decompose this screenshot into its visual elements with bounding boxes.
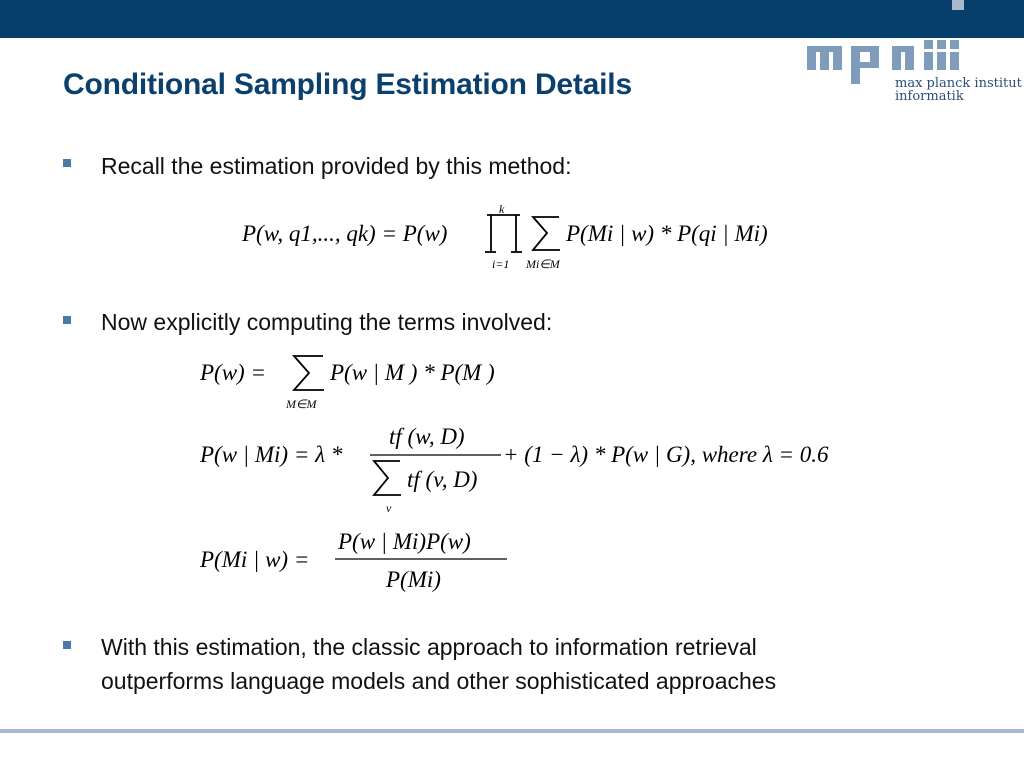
formula-lhs: P(w) = <box>200 360 266 385</box>
formula-pw <box>190 350 550 415</box>
product-lower-limit: i=1 <box>492 257 510 271</box>
formula-rhs: + (1 − λ) * P(w | G), where λ = 0.6 <box>503 442 829 467</box>
fraction-numerator: tf (w, D) <box>389 424 465 449</box>
formula-pw-given-mi <box>190 417 900 522</box>
bullet-marker <box>63 641 71 649</box>
summation-lower-limit: Mi∈M <box>526 257 560 271</box>
formula-estimation <box>230 195 820 280</box>
formula-rhs: P(Mi | w) * P(qi | Mi) <box>566 221 768 246</box>
product-upper-limit: k <box>499 202 505 216</box>
fraction-denominator: tf (v, D) <box>407 467 478 492</box>
bullet-text-computing: Now explicitly computing the terms involved: <box>101 309 553 335</box>
mpi-logo <box>804 40 1022 110</box>
footer-divider <box>0 729 1024 733</box>
bullet-text-recall: Recall the estimation provided by this method: <box>101 153 572 179</box>
product-icon <box>485 215 522 252</box>
header-accent <box>952 0 964 10</box>
formula-lhs: P(w, q1,..., qk) = P(w) <box>242 221 448 246</box>
slide-title: Conditional Sampling Estimation Details <box>63 68 632 101</box>
bullet-marker <box>63 159 71 167</box>
formula-lhs: P(Mi | w) = <box>200 547 310 572</box>
bullet-text-conclusion-line1: With this estimation, the classic approach to information retrieval <box>101 634 757 660</box>
logo-text-line1: max planck institut <box>895 76 1022 91</box>
summation-lower-limit: v <box>386 501 392 515</box>
summation-icon <box>374 461 401 495</box>
logo-text-line2: informatik <box>895 89 964 104</box>
fraction-denominator: P(Mi) <box>386 567 441 592</box>
summation-icon <box>533 217 560 250</box>
summation-lower-limit: M∈M <box>286 397 317 411</box>
formula-pmi-given-w <box>190 525 530 600</box>
summation-icon <box>294 356 324 390</box>
header-bar <box>0 0 1024 38</box>
formula-rhs: P(w | M ) * P(M ) <box>330 360 495 385</box>
fraction-numerator: P(w | Mi)P(w) <box>338 529 471 554</box>
bullet-marker <box>63 316 71 324</box>
bullet-text-conclusion-line2: outperforms language models and other sophisticated approaches <box>101 668 777 694</box>
formula-lhs: P(w | Mi) = λ * <box>200 442 343 467</box>
